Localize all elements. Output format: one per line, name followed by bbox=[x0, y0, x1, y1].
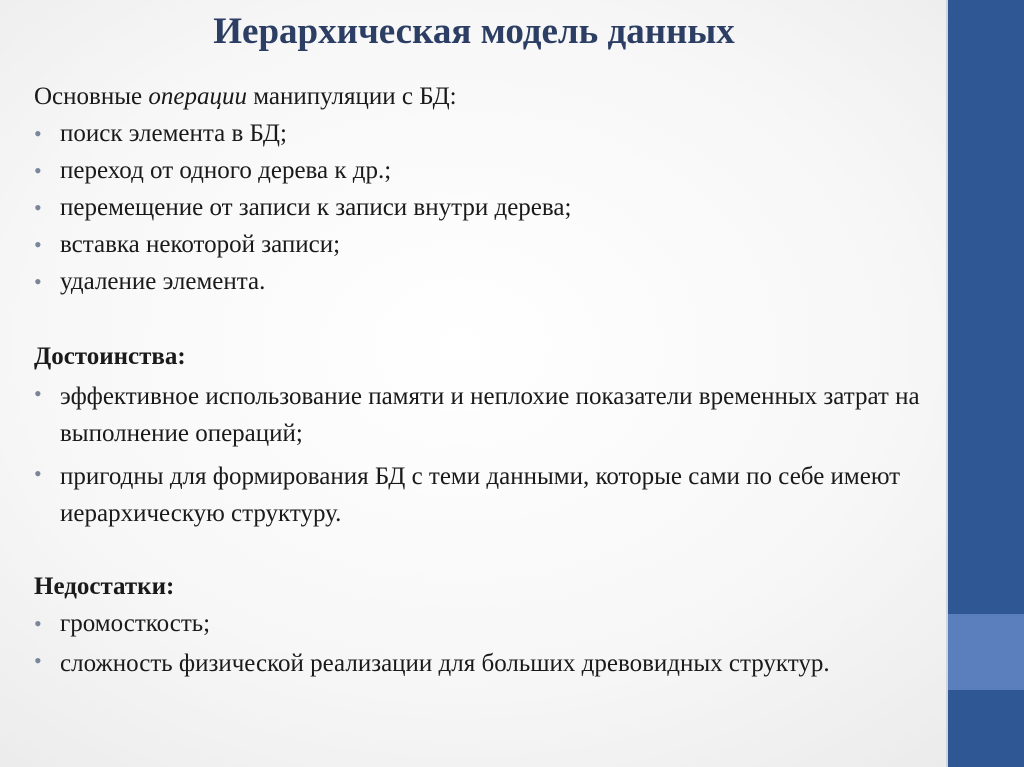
bullet-icon: • bbox=[34, 381, 42, 406]
list-item bbox=[34, 226, 934, 263]
list-item bbox=[34, 455, 934, 535]
advantages-list bbox=[34, 375, 934, 535]
list-item bbox=[34, 263, 934, 300]
slide-title: Иерархическая модель данных bbox=[213, 11, 735, 52]
list-item bbox=[34, 152, 934, 189]
list-item bbox=[34, 605, 934, 642]
bullet-icon: • bbox=[34, 611, 42, 636]
list-item bbox=[34, 189, 934, 226]
list-item-text: пригодны для формирования БД с теми данными, которые сами по себе имеют иерархическую структуру. bbox=[60, 463, 901, 527]
list-item-text: эффективное использование памяти и неплохие показатели временных затрат на выполнение операций; bbox=[60, 383, 920, 447]
operations-list bbox=[34, 115, 934, 300]
bullet-icon: • bbox=[34, 648, 42, 673]
list-item-text: переход от одного дерева к др.; bbox=[60, 157, 392, 184]
bullet-icon: • bbox=[34, 158, 42, 183]
slide-content bbox=[34, 78, 934, 685]
operations-intro bbox=[34, 78, 934, 115]
list-item-text: сложность физической реализации для больших древовидных структур. bbox=[60, 650, 830, 677]
list-item bbox=[34, 642, 934, 685]
operations-intro-before: Основные bbox=[34, 83, 149, 110]
operations-intro-italic: операции bbox=[148, 83, 247, 110]
bullet-icon: • bbox=[34, 269, 42, 294]
advantages-heading: Достоинства: bbox=[34, 343, 186, 370]
bullet-icon: • bbox=[34, 232, 42, 257]
bullet-icon: • bbox=[34, 121, 42, 146]
spacer bbox=[34, 535, 934, 568]
list-item bbox=[34, 375, 934, 455]
operations-intro-after: манипуляции с БД: bbox=[246, 83, 457, 110]
side-decor-accent bbox=[948, 614, 1024, 690]
list-item-text: вставка некоторой записи; bbox=[60, 231, 341, 258]
spacer bbox=[34, 300, 934, 338]
list-item-text: громосткость; bbox=[60, 610, 211, 637]
bullet-icon: • bbox=[34, 195, 42, 220]
disadvantages-heading: Недостатки: bbox=[34, 573, 175, 600]
list-item-text: поиск элемента в БД; bbox=[60, 120, 287, 147]
list-item bbox=[34, 115, 934, 152]
list-item-text: перемещение от записи к записи внутри дерева; bbox=[60, 194, 572, 221]
bullet-icon: • bbox=[34, 461, 42, 486]
disadvantages-list bbox=[34, 605, 934, 685]
list-item-text: удаление элемента. bbox=[60, 268, 266, 295]
